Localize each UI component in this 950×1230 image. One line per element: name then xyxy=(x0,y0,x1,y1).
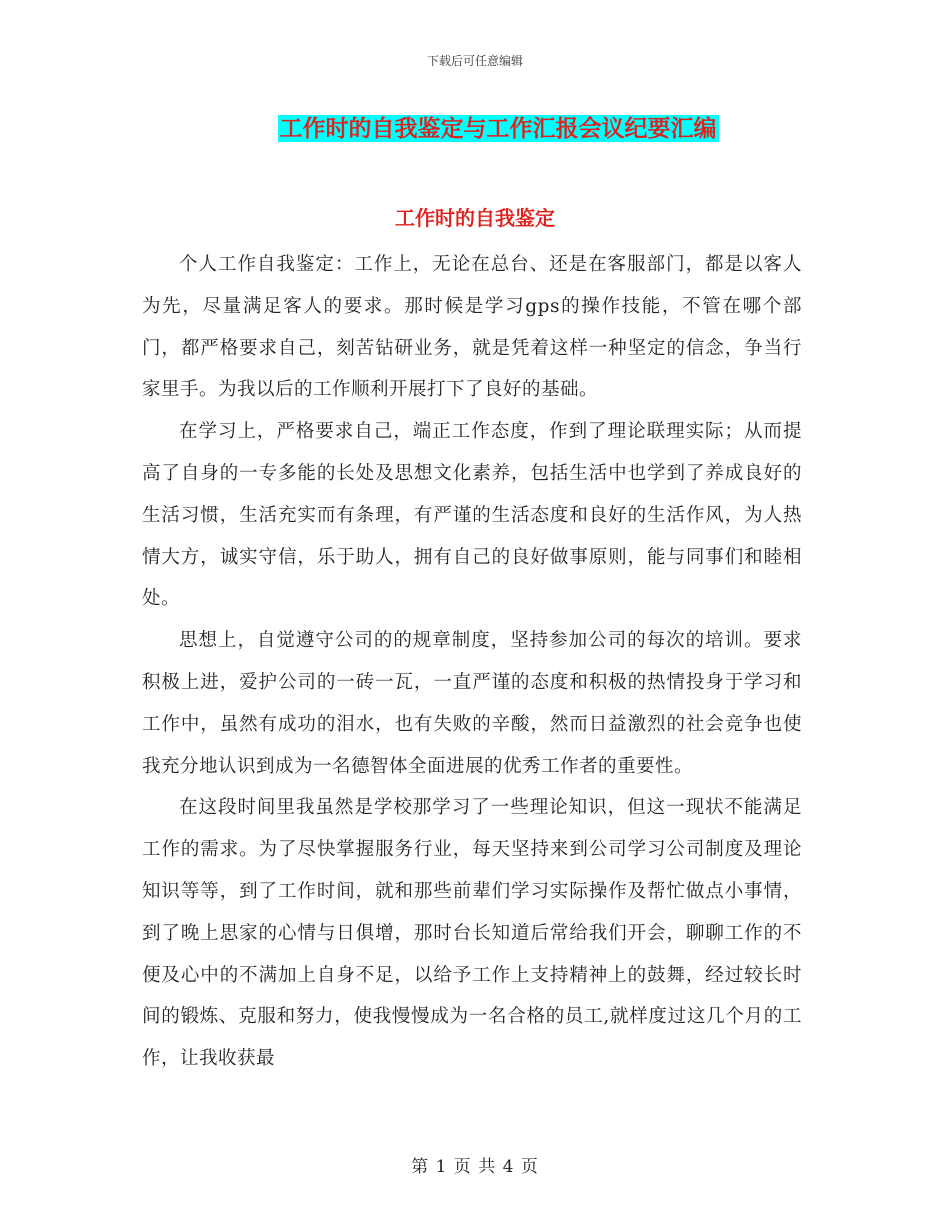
paragraph: 在这段时间里我虽然是学校那学习了一些理论知识，但这一现状不能满足工作的需求。为了尽快掌握服务行业，每天坚持来到公司学习公司制度及理论知识等等，到了工作时间，就和那些前辈们学习实际操作及帮忙做点小事情，到了晚上思家的心情与日俱增，那时台长知道后常给我们开会，聊聊工作的不便及心中的不满加上自身不足，以给予工作上支持精神上的鼓舞，经过较长时间的锻炼、克服和努力，使我慢慢成为一名合格的员工,就样度过这几个月的工作，让我收获最 xyxy=(142,797,802,1070)
page-number-footer: 第 1 页 共 4 页 xyxy=(411,1157,539,1177)
highlighted-title-text: 工作时的自我鉴定与工作汇报会议纪要汇编 xyxy=(279,115,717,142)
document-body xyxy=(142,244,802,1080)
section-title: 工作时的自我鉴定 xyxy=(395,206,555,230)
paragraph: 思想上，自觉遵守公司的的规章制度，坚持参加公司的每次的培训。要求积极上进，爱护公司的一砖一瓦，一直严谨的态度和积极的热情投身于学习和工作中，虽然有成功的泪水，也有失败的辛酸，然而日益激烈的社会竞争也使我充分地认识到成为一名德智体全面进展的优秀工作者的重要性。 xyxy=(142,630,802,777)
paragraph: 个人工作自我鉴定：工作上，无论在总台、还是在客服部门，都是以客人为先，尽量满足客人的要求。那时候是学习gps的操作技能，不管在哪个部门，都严格要求自己，刻苦钻研业务，就是凭着这样一种坚定的信念，争当行家里手。为我以后的工作顺利开展打下了良好的基础。 xyxy=(142,254,802,401)
document-main-title xyxy=(0,112,950,146)
paragraph: 在学习上，严格要求自己，端正工作态度，作到了理论联理实际；从而提高了自身的一专多能的长处及思想文化素养，包括生活中也学到了养成良好的生活习惯，生活充实而有条理，有严谨的生活态度和良好的生活作风，为人热情大方，诚实守信，乐于助人，拥有自己的良好做事原则，能与同事们和睦相处。 xyxy=(142,421,802,610)
header-note: 下载后可任意编辑 xyxy=(426,54,523,68)
